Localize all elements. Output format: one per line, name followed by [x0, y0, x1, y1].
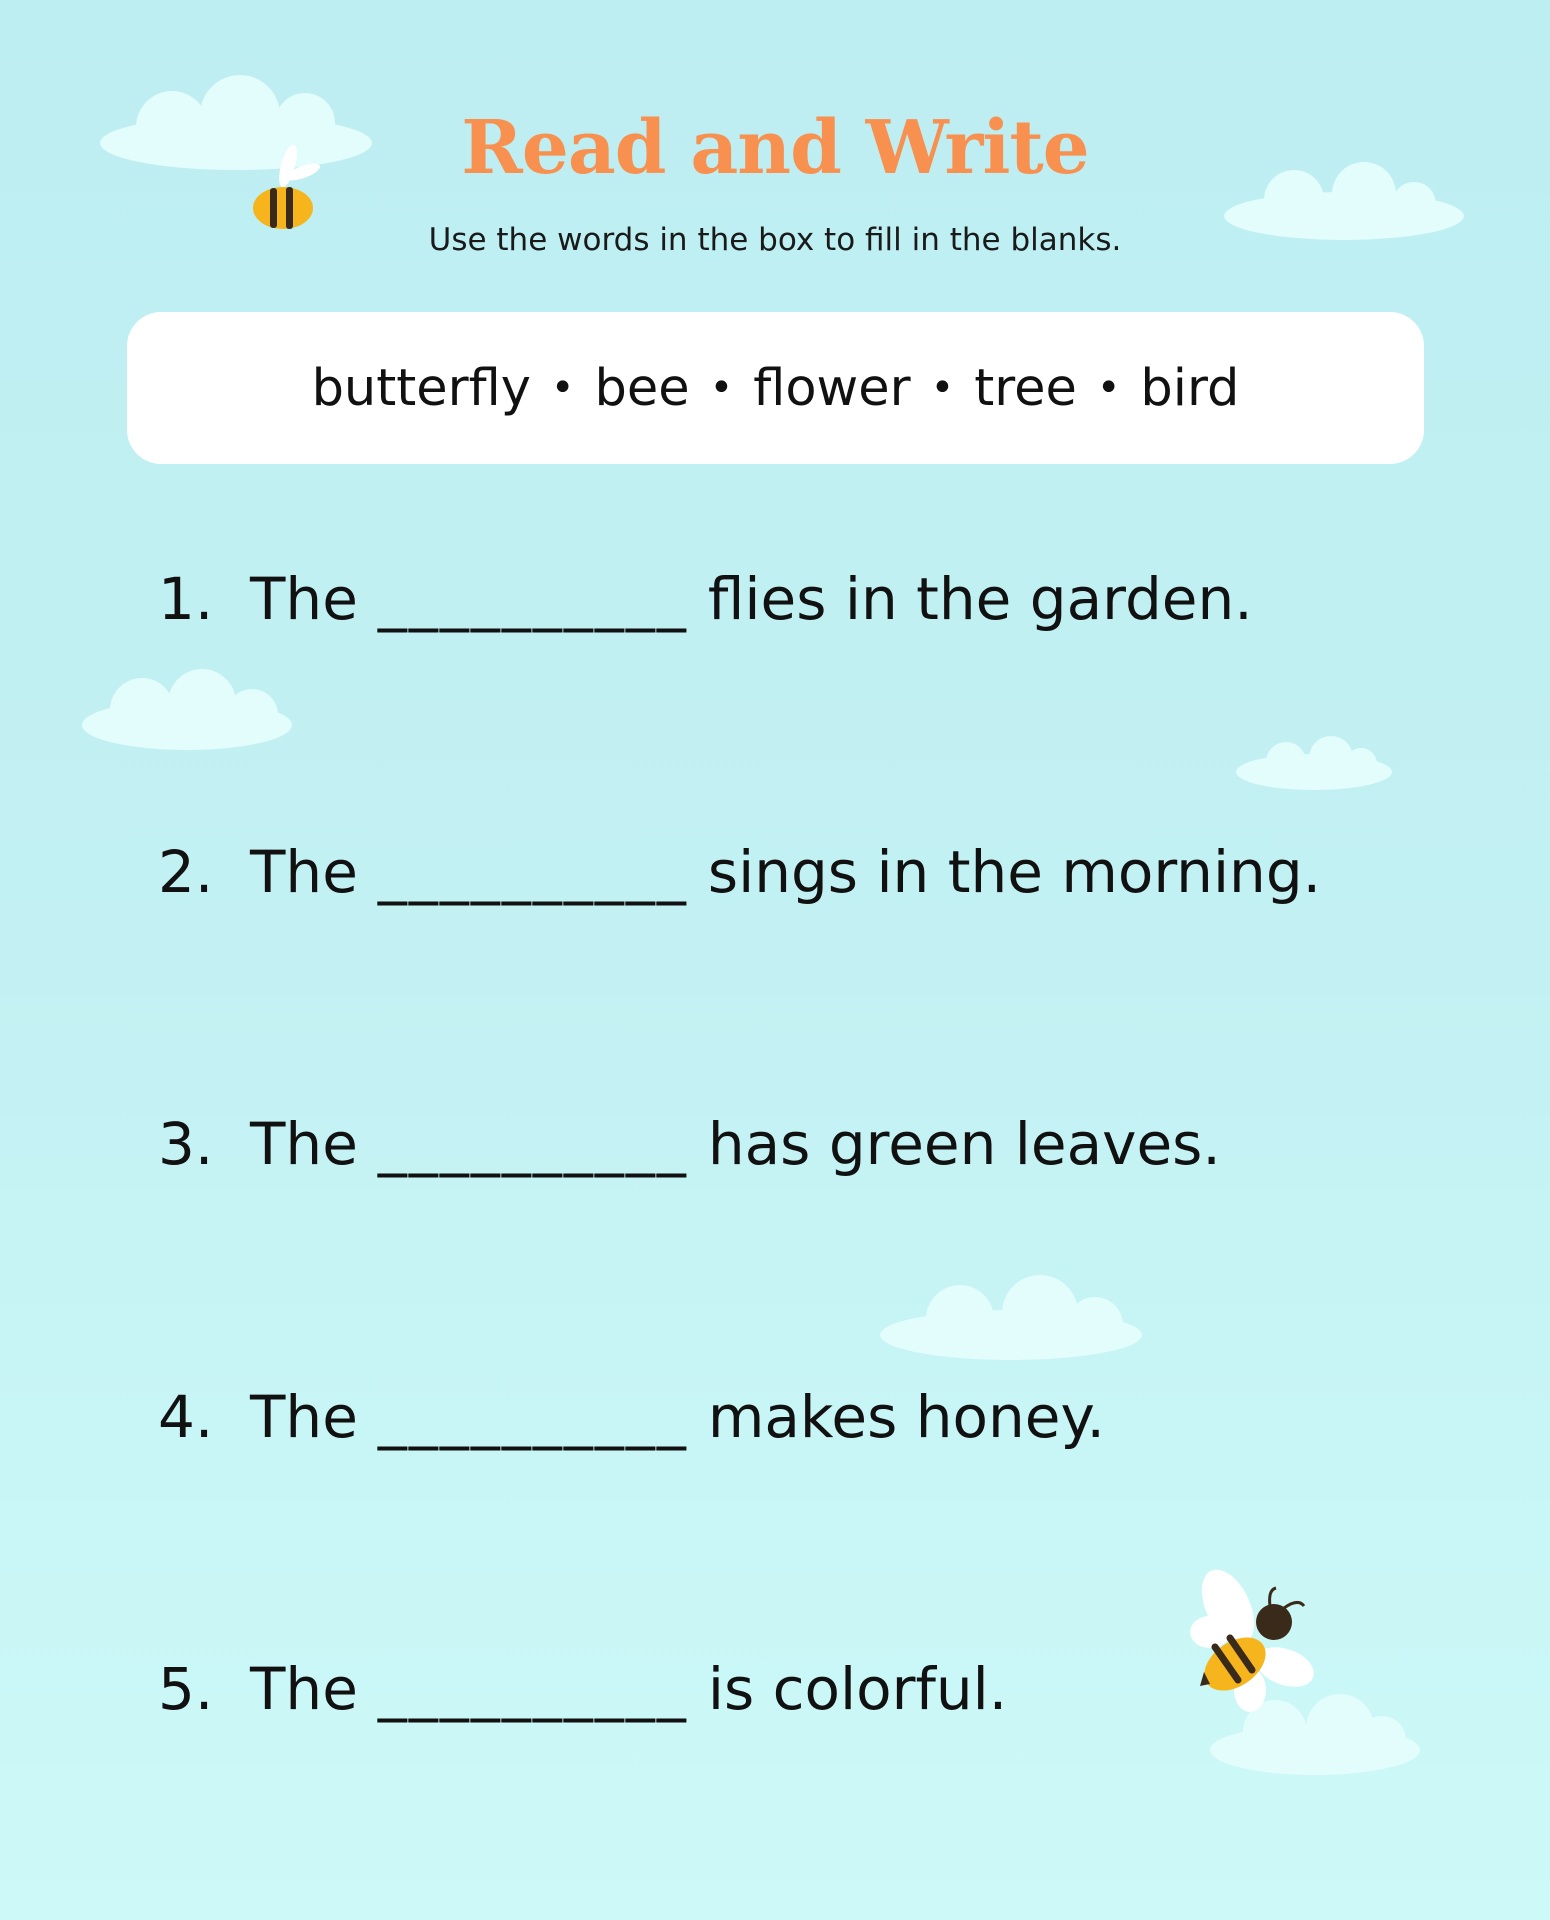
cloud-icon: [880, 1275, 1142, 1360]
cloud-icon: [1236, 732, 1393, 790]
word-option: tree: [974, 358, 1077, 418]
cloud-icon: [82, 665, 292, 750]
question-3: [158, 1110, 1221, 1178]
question-1: [158, 565, 1253, 633]
answer-blank[interactable]: __________: [377, 565, 688, 633]
bullet-separator: •: [550, 365, 575, 411]
question-start: The: [250, 1110, 358, 1178]
question-start: The: [250, 565, 358, 633]
question-number: 2.: [158, 838, 214, 906]
question-4: [158, 1383, 1105, 1451]
question-end: has green leaves.: [707, 1110, 1221, 1178]
word-option: butterfly: [311, 358, 531, 418]
question-number: 5.: [158, 1655, 214, 1723]
word-box: [127, 312, 1424, 464]
answer-blank[interactable]: __________: [377, 1655, 688, 1723]
word-option: flower: [753, 358, 911, 418]
question-start: The: [250, 1655, 358, 1723]
question-5: [158, 1655, 1007, 1723]
question-end: is colorful.: [707, 1655, 1008, 1723]
page-title: Read and Write: [461, 105, 1089, 191]
answer-blank[interactable]: __________: [377, 1383, 688, 1451]
word-option: bird: [1140, 358, 1240, 418]
question-end: flies in the garden.: [707, 565, 1253, 633]
question-end: makes honey.: [707, 1383, 1105, 1451]
question-number: 1.: [158, 565, 214, 633]
bullet-separator: •: [1096, 365, 1121, 411]
word-option: bee: [594, 358, 690, 418]
instructions: Use the words in the box to fill in the blanks.: [428, 222, 1122, 258]
answer-blank[interactable]: __________: [377, 838, 688, 906]
question-end: sings in the morning.: [707, 838, 1322, 906]
question-2: [158, 838, 1321, 906]
question-start: The: [250, 838, 358, 906]
question-start: The: [250, 1383, 358, 1451]
question-number: 4.: [158, 1383, 214, 1451]
bullet-separator: •: [709, 365, 734, 411]
answer-blank[interactable]: __________: [377, 1110, 688, 1178]
bullet-separator: •: [930, 365, 955, 411]
question-number: 3.: [158, 1110, 214, 1178]
bee-icon: [1180, 1562, 1340, 1712]
